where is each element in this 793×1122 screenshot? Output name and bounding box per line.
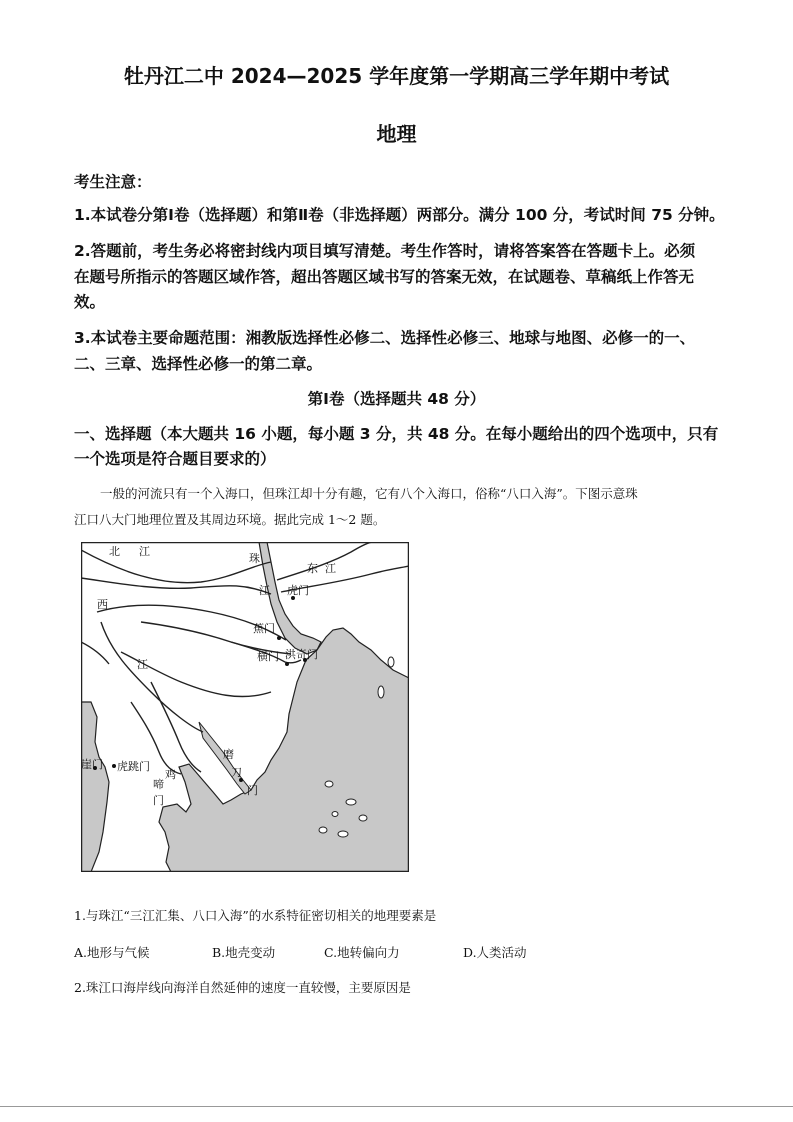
label-hongqimen: 洪奇门 <box>285 648 318 661</box>
label-zhu: 珠 <box>249 552 260 565</box>
island <box>359 815 367 821</box>
label-ji: 鸡 <box>165 768 176 781</box>
label-zhu-jiang: 江 <box>259 584 270 597</box>
q1-option-c[interactable]: C.地转偏向力 <box>324 945 400 960</box>
sea-area <box>159 628 409 872</box>
note-2-line-3: 效。 <box>74 293 106 311</box>
label-modao-men: 门 <box>247 784 258 797</box>
note-2-line-1: 2.答题前，考生务必将密封线内项目填写清楚。考生作答时，请将答案答在答题卡上。必须 <box>74 242 696 260</box>
label-mo: 磨 <box>223 748 234 761</box>
q1-option-b[interactable]: B.地壳变动 <box>212 945 276 960</box>
note-2-line-2: 在题号所指示的答题区域作答，超出答题区域书写的答案无效，在试题卷、草稿纸上作答无 <box>74 268 695 286</box>
label-jiaomen: 蕉门 <box>253 622 275 635</box>
notice-heading: 考生注意： <box>74 173 152 191</box>
exam-subject: 地理 <box>376 122 417 146</box>
question-1-stem: 1.与珠江“三江汇集、八口入海”的水系特征密切相关的地理要素是 <box>74 908 437 923</box>
pearl-river-estuary-map <box>81 542 409 872</box>
q1-option-a[interactable]: A.地形与气候 <box>74 945 150 960</box>
west-channel <box>81 702 109 872</box>
note-3-line-2: 二、三章、选择性必修一的第二章。 <box>74 355 323 373</box>
label-ti: 啼 <box>153 778 164 791</box>
section-heading-line-1: 一、选择题（本大题共 16 小题，每小题 3 分，共 48 分。在每小题给出的四个选项中，只有 <box>74 425 719 443</box>
xi-jiang-river <box>81 578 271 594</box>
label-xi: 西 <box>97 598 108 611</box>
label-dao: 刀 <box>231 766 242 779</box>
jiaomen-dot <box>277 636 281 640</box>
island <box>346 799 356 805</box>
q1-option-d[interactable]: D.人类活动 <box>463 945 527 960</box>
label-dong-jiang: 江 <box>325 562 336 575</box>
exam-title: 牡丹江二中 2024—2025 学年度第一学期高三学年期中考试 <box>123 64 670 88</box>
xi-jiang-branch-7 <box>81 642 109 664</box>
pearl-river-channel <box>259 542 321 654</box>
label-xi-jiang: 江 <box>137 658 148 671</box>
intro-line-2: 江口八大门地理位置及其周边环境。据此完成 1～2 题。 <box>74 512 386 527</box>
part-heading: 第Ⅰ卷（选择题共 48 分） <box>307 390 486 408</box>
section-heading-line-2: 一个选项是符合题目要求的） <box>74 450 276 468</box>
island <box>378 686 384 698</box>
hutiaomen-dot <box>112 764 116 768</box>
island <box>338 831 348 837</box>
xi-jiang-branch-3 <box>101 622 203 732</box>
island <box>332 812 338 817</box>
note-1: 1.本试卷分第Ⅰ卷（选择题）和第Ⅱ卷（非选择题）两部分。满分 100 分，考试时间 75 分钟。 <box>74 206 725 224</box>
label-dong: 东 <box>307 562 318 575</box>
island <box>325 781 333 787</box>
island <box>319 827 327 833</box>
intro-line-1: 一般的河流只有一个入海口，但珠江却十分有趣，它有八个入海口，俗称“八口入海”。下图示意珠 <box>100 486 638 501</box>
label-yamen: 崖门 <box>81 758 103 771</box>
note-3-line-1: 3.本试卷主要命题范围：湘教版选择性必修二、选择性必修三、地球与地图、必修一的一、 <box>74 329 696 347</box>
label-hengmen: 横门 <box>257 650 279 663</box>
label-jiti-men: 门 <box>153 794 164 807</box>
island <box>388 657 394 667</box>
hengmen-dot <box>285 662 289 666</box>
label-bei: 北 <box>109 545 120 558</box>
page-bottom-divider <box>0 1106 793 1107</box>
label-hutiaomen: 虎跳门 <box>117 760 150 773</box>
question-2-stem: 2.珠江口海岸线向海洋自然延伸的速度一直较慢，主要原因是 <box>74 980 411 995</box>
label-bei-jiang: 江 <box>139 545 150 558</box>
label-humen: 虎门 <box>287 584 309 597</box>
